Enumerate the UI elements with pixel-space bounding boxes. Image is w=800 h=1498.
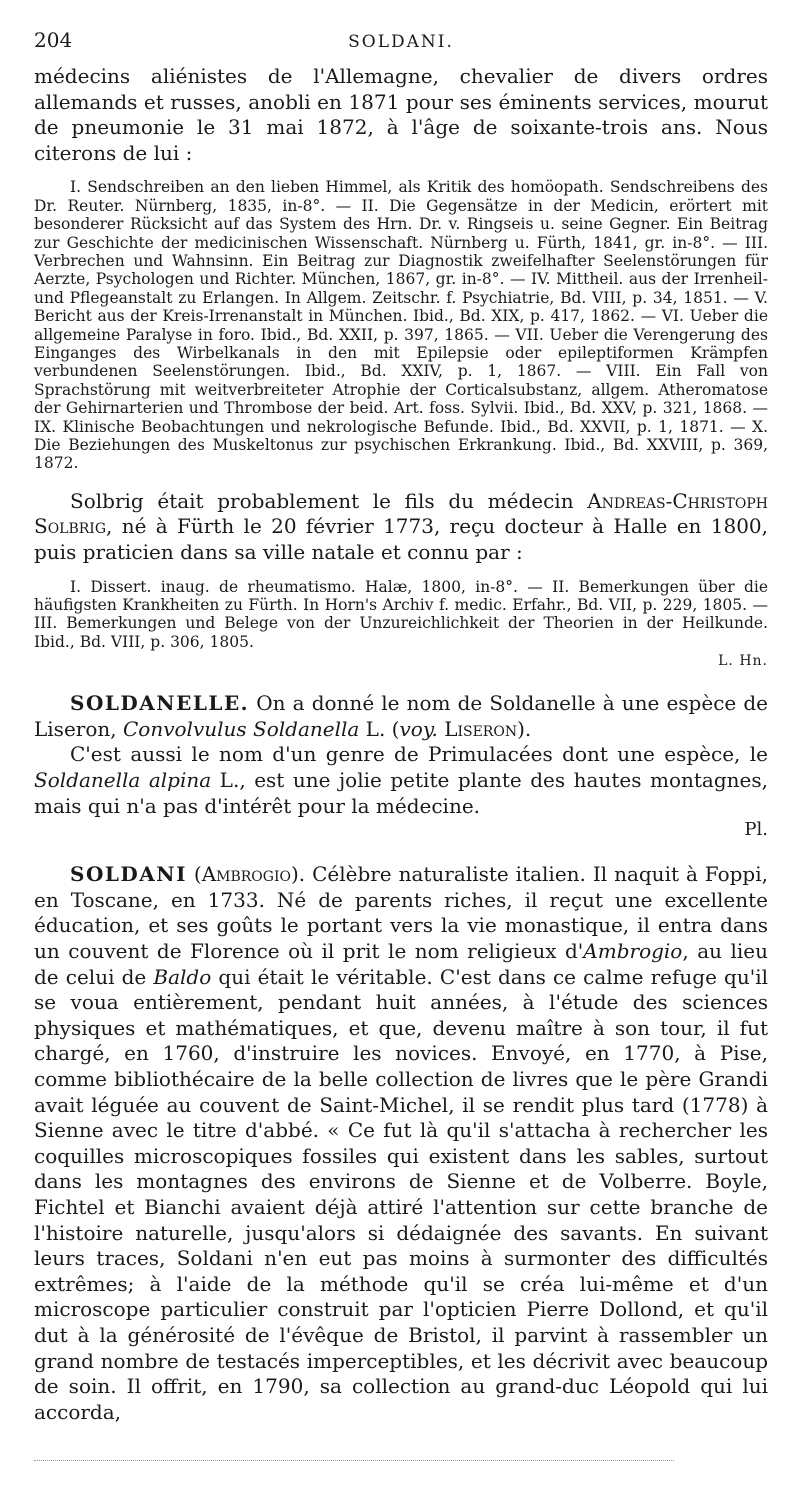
solbrig-name: Andreas-Christoph Solbrig: [34, 488, 768, 539]
headword-soldanelle: SOLDANELLE.: [70, 691, 250, 716]
entry-soldanelle: [34, 691, 768, 840]
footer-rule: [34, 1460, 674, 1461]
solbrig-text-after: , né à Fürth le 20 février 1773, reçu docteur à Halle en 1800, puis praticien dans sa ville natale et connu par :: [34, 514, 768, 565]
solbrig-paragraph: [34, 489, 768, 566]
references-solbrig-father: I. Dissert. inaug. de rheumatismo. Halæ, 1800, in-8°. — II. Bemerkungen über die häufigsten Krankheiten zu Fürth. In Horn's Archiv f. medic. Erfahr., Bd. VII, p. 229, 1805. — III. Bemerkungen und Belege von der Unzureichlichkeit der Theorien in der Heilkunde. Ibid., Bd. VIII, p. 306, 1805.: [34, 577, 768, 651]
solbrig-text-before: Solbrig était probablement le fils du médecin: [70, 488, 588, 513]
author-signature-lhn: L. Hn.: [718, 653, 768, 670]
page-header: [34, 28, 768, 64]
document-page: [34, 28, 768, 1425]
genus-name: Soldanella alpina: [34, 768, 212, 793]
headword-soldani: SOLDANI: [70, 862, 187, 887]
running-head: SOLDANI.: [348, 32, 454, 52]
intro-paragraph: médecins aliénistes de l'Allemagne, chevalier de divers ordres allemands et russes, anobli en 1871 pour ses éminents services, mourut de pneumonie le 31 mai 1872, à l'âge de soixante-trois ans. Nous citerons de lui :: [34, 64, 768, 165]
entry-soldani: [34, 862, 768, 1425]
soldani-paragraph: SOLDANI (Ambrogio). Célèbre naturaliste italien. Il naquit à Foppi, en Toscane, en 1733. Né de parents riches, il reçut une excellente éducation, et ses goûts le portant vers la vie monastique, il entra dans un couvent de Florence où il prit le nom religieux d'Ambrogio, au lieu de celui de Baldo qui était le véritable. C'est dans ce calme refuge qu'il se voua entièrement, pendant huit années, à l'étude des sciences physiques et mathématiques, et que, devenu maître à son tour, il fut chargé, en 1760, d'instruire les novices. Envoyé, en 1770, à Pise, comme bibliothécaire de la belle collection de livres que le père Grandi avait léguée au couvent de Saint-Michel, il se rendit plus tard (1778) à Sienne avec le titre d'abbé. « Ce fut là qu'il s'attacha à rechercher les coquilles microscopiques fossiles qui existent dans les sables, surtout dans les montagnes des environs de Sienne et de Volberre. Boyle, Fichtel et Bianchi avaient déjà attiré l'attention sur cette branche de l'histoire naturelle, jusqu'alors si dédaignée des savants. En suivant leurs traces, Soldani n'en eut pas moins à surmonter des difficultés extrêmes; à l'aide de la méthode qu'il se créa lui-même et d'un microscope particulier construit par l'opticien Pierre Dollond, et qu'il dut à la générosité de l'évêque de Bristol, il parvint à rassembler un grand nombre de testacés imperceptibles, et les décrivit avec beaucoup de soin. Il offrit, en 1790, sa collection au grand-duc Léopold qui lui accorda,: [34, 862, 769, 1424]
soldani-given-name: Ambrogio: [201, 862, 291, 887]
page-number: 204: [34, 28, 73, 52]
soldanelle-paragraph-2: C'est aussi le nom d'un genre de Primulacées dont une espèce, le Soldanella alpina L., est une jolie petite plante des hautes montagnes, mais qui n'a pas d'intérêt pour la médecine.: [34, 742, 769, 818]
soldanelle-paragraph-1: SOLDANELLE. On a donné le nom de Soldanelle à une espèce de Liseron, Convolvulus Soldanella L. (voy. Liseron).: [34, 691, 768, 741]
author-signature-pl: Pl.: [744, 819, 768, 841]
references-solbrig-senior: I. Sendschreiben an den lieben Himmel, als Kritik des homöopath. Sendschreibens des Dr. Reuter. Nürnberg, 1835, in-8°. — II. Die Gegensätze in der Medicin, erörtert mit besonderer Rücksicht auf das System des Hrn. Dr. v. Ringseis u. seine Gegner. Ein Beitrag zur Geschichte der medicinischen Wissenschaft. Nürnberg u. Fürth, 1841, gr. in-8°. — III. Verbrechen und Wahnsinn. Ein Beitrag zur Diagnostik zweifelhafter Seelenstörungen für Aerzte, Psychologen und Richter. München, 1867, gr. in-8°. — IV. Mittheil. aus der Irrenheil- und Pflegeanstalt zu Erlangen. In Allgem. Zeitschr. f. Psychiatrie, Bd. VIII, p. 34, 1851. — V. Bericht aus der Kreis-Irrenanstalt in München. Ibid., Bd. XIX, p. 417, 1862. — VI. Ueber die allgemeine Paralyse in foro. Ibid., Bd. XXII, p. 397, 1865. — VII. Ueber die Verengerung des Einganges des Wirbelkanals in den mit Epilepsie oder epileptiformen Krämpfen verbundenen Seelenstörungen. Ibid., Bd. XXIV, p. 1, 1867. — VIII. Ein Fall von Sprachstörung mit weitverbreiteter Atrophie der Corticalsubstanz, allgem. Atheromatose der Gehirnarterien und Thrombose der beid. Art. foss. Sylvii. Ibid., Bd. XXV, p. 321, 1868. — IX. Klinische Beobachtungen und nekrologische Befunde. Ibid., Bd. XXVII, p. 1, 1871. — X. Die Beziehungen des Muskeltonus zur psychischen Erkrankung. Ibid., Bd. XXVIII, p. 369, 1872.: [34, 178, 768, 473]
cross-reference: Liseron: [444, 716, 518, 741]
species-name: Convolvulus Soldanella: [122, 716, 360, 741]
